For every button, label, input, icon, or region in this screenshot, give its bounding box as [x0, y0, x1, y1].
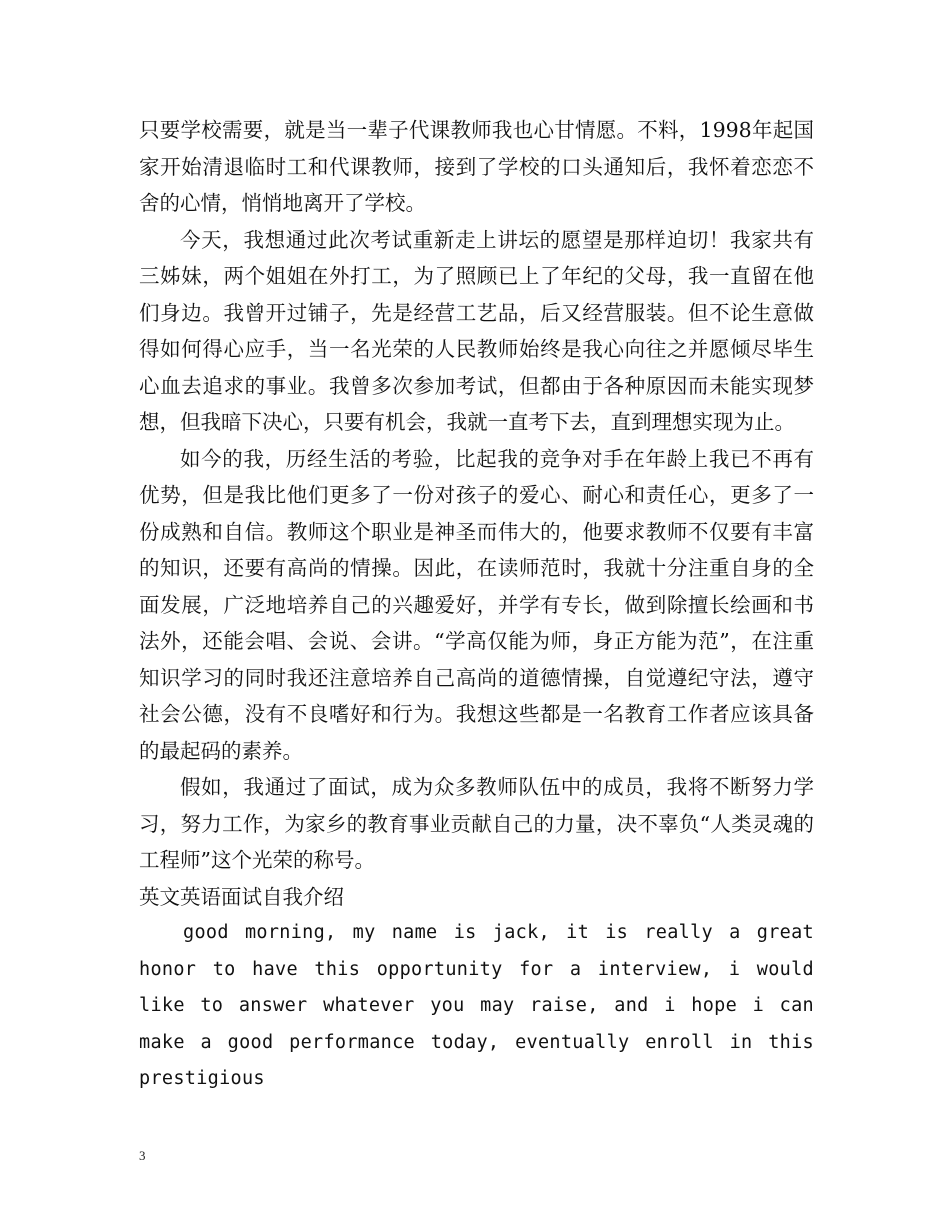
paragraph-4: 假如，我通过了面试，成为众多教师队伍中的成员，我将不断努力学习，努力工作，为家乡的教育事业贡献自己的力量，决不辜负“人类灵魂的工程师”这个光荣的称号。 [139, 775, 814, 872]
paragraph-3: 如今的我，历经生活的考验，比起我的竞争对手在年龄上我已不再有优势，但是我比他们更多了一份对孩子的爱心、耐心和责任心，更多了一份成熟和自信。教师这个职业是神圣而伟大的，他要求教师不仅要有丰富的知识，还要有高尚的情操。因此，在读师范时，我就十分注重自身的全面发展，广泛地培养自己的兴趣爱好，并学有专长，做到除擅长绘画和书法外，还能会唱、会说、会讲。“学高仅能为师，身正方能为范”，在注重知识学习的同时我还注意培养自己高尚的道德情操，自觉遵纪守法，遵守社会公德，没有不良嗜好和行为。我想这些都是一名教育工作者应该具备的最起码的素养。 [139, 446, 814, 763]
paragraph-2: 今天，我想通过此次考试重新走上讲坛的愿望是那样迫切！我家共有三姊妹，两个姐姐在外打工，为了照顾已上了年纪的父母，我一直留在他们身边。我曾开过铺子，先是经营工艺品，后又经营服装。但不论生意做得如何得心应手，当一名光荣的人民教师始终是我心向往之并愿倾尽毕生心血去追求的事业。我曾多次参加考试，但都由于各种原因而未能实现梦想，但我暗下决心，只要有机会，我就一直考下去，直到理想实现为止。 [139, 227, 814, 434]
section-heading: 英文英语面试自我介绍 [139, 884, 344, 909]
document-body [139, 112, 814, 1098]
paragraph-1: 只要学校需要，就是当一辈子代课教师我也心甘情愿。不料，1998年起国家开始清退临时工和代课教师，接到了学校的口头通知后，我怀着恋恋不舍的心情，悄悄地离开了学校。 [139, 118, 814, 215]
english-paragraph: good morning, my name is jack, it is really a great honor to have this opportunity for a interview, i would like to answer whatever you may raise, and i hope i can make a good performance today, eventually enroll in this prestigious [139, 922, 814, 1089]
page-number: 3 [139, 1148, 146, 1163]
